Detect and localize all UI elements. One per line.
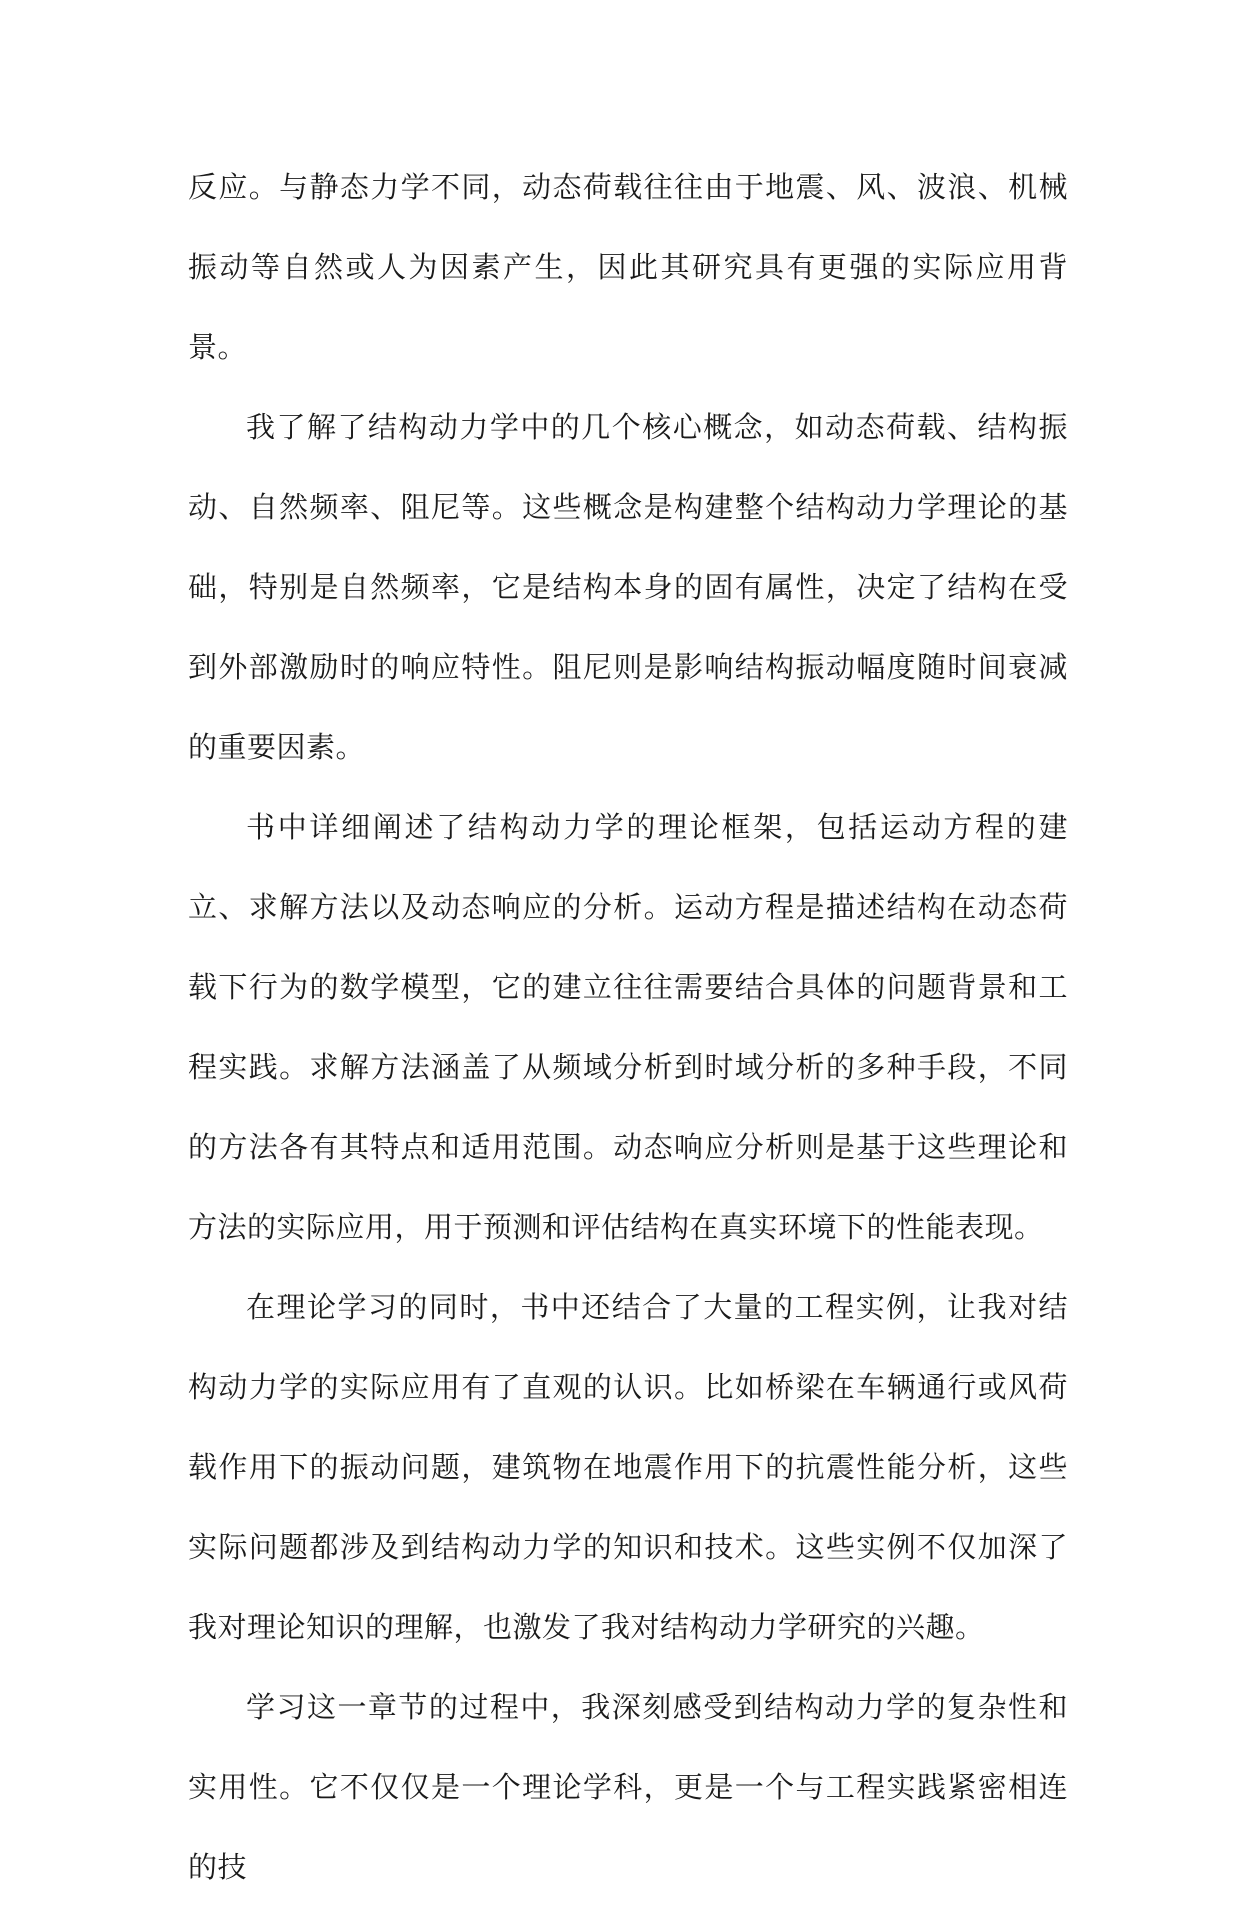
paragraph-theory-framework: 书中详细阐述了结构动力学的理论框架，包括运动方程的建立、求解方法以及动态响应的分析。运动方程是描述结构在动态荷载下行为的数学模型，它的建立往往需要结合具体的问题背景和工程实践。求解方法涵盖了从频域分析到时域分析的多种手段，不同的方法各有其特点和适用范围。动态响应分析则是基于这些理论和方法的实际应用，用于预测和评估结构在真实环境下的性能表现。 [188, 810, 1068, 1244]
paragraph-core-concepts: 我了解了结构动力学中的几个核心概念，如动态荷载、结构振动、自然频率、阻尼等。这些概念是构建整个结构动力学理论的基础，特别是自然频率，它是结构本身的固有属性，决定了结构在受到外部激励时的响应特性。阻尼则是影响结构振动幅度随时间衰减的重要因素。 [188, 410, 1068, 764]
body-text [188, 147, 1068, 1907]
paragraph-continued-intro: 反应。与静态力学不同，动态荷载往往由于地震、风、波浪、机械振动等自然或人为因素产生，因此其研究具有更强的实际应用背景。 [188, 170, 1068, 364]
paragraph-reflection: 学习这一章节的过程中，我深刻感受到结构动力学的复杂性和实用性。它不仅仅是一个理论学科，更是一个与工程实践紧密相连的技 [188, 1690, 1068, 1884]
paragraph-engineering-examples: 在理论学习的同时，书中还结合了大量的工程实例，让我对结构动力学的实际应用有了直观的认识。比如桥梁在车辆通行或风荷载作用下的振动问题，建筑物在地震作用下的抗震性能分析，这些实际问题都涉及到结构动力学的知识和技术。这些实例不仅加深了我对理论知识的理解，也激发了我对结构动力学研究的兴趣。 [188, 1290, 1068, 1644]
